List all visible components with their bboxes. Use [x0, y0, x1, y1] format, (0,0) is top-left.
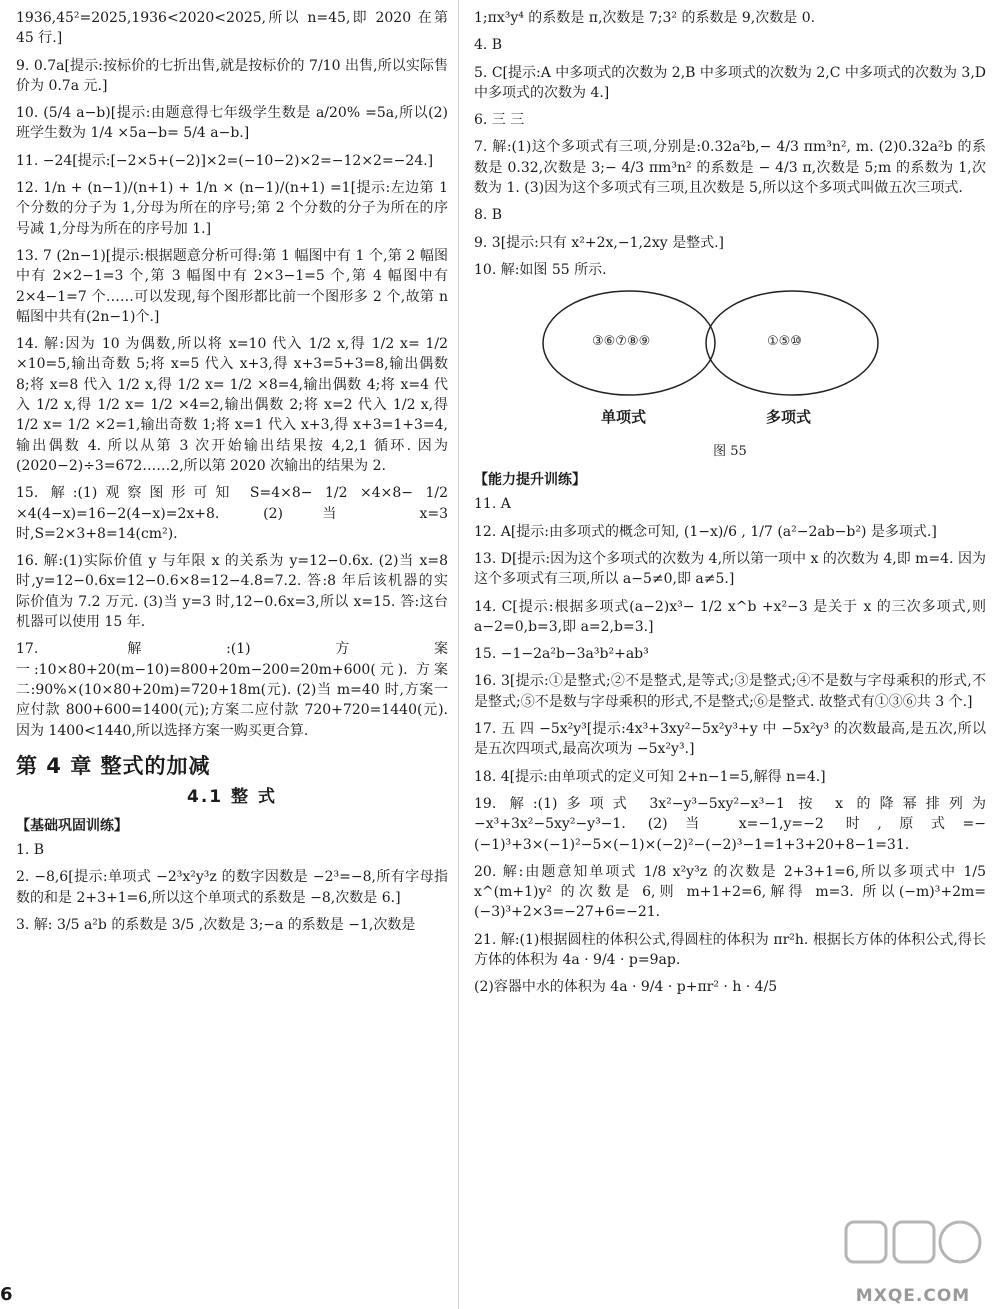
answer-item: 15. 解:(1)观察图形可知 S=4×8− 1/2 ×4×8− 1/2 ×4(4−x)=16−2(4−x)=2x+8. (2)当 x=3 时,S=2×3+8=14(cm²). — [16, 485, 448, 542]
answer-item: 13. 7 (2n−1)[提示:根据题意分析可得:第 1 幅图中有 1 个,第 2 幅图中有 2×2−1=3 个,第 3 幅图中有 2×3−1=5 个,第 4 幅图中有 2×4−1=7 个……可以发现,每个图形都比前一个图形多 2 个,故第 n 幅图中共有(2n−1)个.] — [16, 247, 448, 325]
answer-item: 12. 1/n + (n−1)/(n+1) + 1/n × (n−1)/(n+1) =1[提示:左边第 1 个分数的分子为 1,分母为所在的序号;第 2 个分数的分子为所在的序号减 1,分母为所在的序号加 1.] — [16, 180, 448, 237]
figure-caption: 图 55 — [713, 444, 747, 460]
monomial-label: 单项式 — [601, 408, 647, 427]
polynomial-members: ①⑤⑩ — [767, 334, 802, 350]
answer-item: 8. B — [474, 207, 503, 224]
answer-item: 12. A[提示:由多项式的概念可知, (1−x)/6 , 1/7 (a²−2ab−b²) 是多项式.] — [474, 523, 937, 540]
answer-item: 4. B — [474, 37, 503, 54]
answer-item: 19. 解:(1)多项式 3x²−y³−5xy²−x³−1 按 x 的降幂排列为 −x³+3x²−5xy²−y³−1. (2)当 x=−1,y=−2 时,原式=−(−1)³+3×(−1)²−5×(−1)×(−2)²−(−2)³−1=1+3+20+8−1=31. — [474, 795, 986, 853]
answer-item: 21. 解:(1)根据圆柱的体积公式,得圆柱的体积为 πr²h. 根据长方体的体积公式,得长方体的体积为 4a · 9/4 · p=9ap. — [474, 931, 986, 969]
watermark-logo — [838, 1214, 988, 1306]
section-heading-basic: 【基础巩固训练】 — [16, 817, 128, 834]
answer-item: 1936,45²=2025,1936<2020<2025,所以 n=45,即 2020 在第 45 行.] — [16, 10, 448, 47]
left-column — [16, 8, 448, 942]
venn-figure — [474, 287, 986, 437]
answer-item: 9. 0.7a[提示:按标价的七折出售,就是按标价的 7/10 出售,所以实际售价为 0.7a 元.] — [16, 57, 448, 94]
answer-item: 20. 解:由题意知单项式 1/8 x²y³z 的次数是 2+3+1=6,所以多项式中 1/5 x^(m+1)y² 的次数是 6,则 m+1+2=6,解得 m=3. 所以(−m)³+2m=(−3)³+2×3=−27+6=−21. — [474, 863, 986, 921]
chapter-title: 第 4 章 整式的加减 — [16, 753, 211, 778]
watermark-text: MXQE.COM — [855, 1286, 971, 1306]
answer-item: 5. C[提示:A 中多项式的次数为 2,B 中多项式的次数为 2,C 中多项式的次数为 3,D 中多项式的次数为 4.] — [474, 64, 986, 101]
figure-ellipses — [474, 287, 986, 437]
answer-item: 16. 3[提示:①是整式;②不是整式,是等式;③是整式;④不是数与字母乘积的形式,不是整式;⑤不是数与字母乘积的形式,不是整式;⑥是整式. 故整式有①③⑥共 3 个.] — [474, 673, 986, 710]
right-column — [474, 8, 986, 1005]
answer-item: 6. 三 三 — [474, 112, 525, 129]
section-heading-ability: 【能力提升训练】 — [474, 472, 586, 489]
answer-item: 15. −1−2a²b−3a³b²+ab³ — [474, 646, 649, 663]
answer-item: (2)容器中水的体积为 4a · 9/4 · p+πr² · h · 4/5 — [474, 979, 778, 996]
answer-item: 1. B — [16, 842, 45, 859]
answer-item: 9. 3[提示:只有 x²+2x,−1,2xy 是整式.] — [474, 234, 724, 251]
monomial-members: ③⑥⑦⑧⑨ — [592, 334, 651, 350]
answer-item: 10. (5/4 a−b)[提示:由题意得七年级学生数是 a/20% =5a,所以(2)班学生数为 1/4 ×5a−b= 5/4 a−b.] — [16, 105, 448, 142]
page-number: 6 — [0, 1284, 13, 1305]
answer-item: 3. 解: 3/5 a²b 的系数是 3/5 ,次数是 3;−a 的系数是 −1,次数是 — [16, 917, 416, 934]
watermark-badge-icon — [838, 1214, 988, 1284]
answer-item: 2. −8,6[提示:单项式 −2³x²y³z 的数字因数是 −2³=−8,所有字母指数的和是 2+3+1=6,所以这个单项式的系数是 −8,次数是 6.] — [16, 869, 448, 906]
column-divider — [458, 0, 459, 1309]
answer-item: 13. D[提示:因为这个多项式的次数为 4,所以第一项中 x 的次数为 4,即 m=4. 因为这个多项式有三项,所以 a−5≠0,即 a≠5.] — [474, 551, 986, 588]
answer-item: 17. 解:(1)方案一:10×80+20(m−10)=800+20m−200=20m+600(元). 方案二:90%×(10×80+20m)=720+18m(元). (2)当 m=40 时,方案一应付款 800+600=1400(元);方案二应付款 720+720=1440(元). 因为 1400<1440,所以选择方案一购买更合算. — [16, 641, 448, 739]
answer-item: 18. 4[提示:由单项式的定义可知 2+n−1=5,解得 n=4.] — [474, 768, 826, 785]
answer-item: 1;πx³y⁴ 的系数是 π,次数是 7;3² 的系数是 9,次数是 0. — [474, 10, 816, 26]
answer-item: 14. 解:因为 10 为偶数,所以将 x=10 代入 1/2 x,得 1/2 x= 1/2 ×10=5,输出奇数 5;将 x=5 代入 x+3,得 x+3=5+3=8,输出偶数 8;将 x=8 代入 1/2 x,得 1/2 x= 1/2 ×8=4,输出偶数 4;将 x=4 代入 1/2 x,得 1/2 x= 1/2 ×4=2,输出偶数 2;将 x=2 代入 1/2 x,得 1/2 x= 1/2 ×2=1,输出奇数 1;将 x=1 代入 x+3,得 x+3=1+3=4,输出偶数 4. 所以从第 3 次开始输出结果按 4,2,1 循环. 因为(2020−2)÷3=672……2,所以第 2020 次输出的结果为 2. — [16, 336, 448, 474]
answer-item: 17. 五 四 −5x²y³[提示:4x³+3xy²−5x²y³+y 中 −5x²y³ 的次数最高,是五次,所以是五次四项式,最高次项为 −5x²y³.] — [474, 721, 986, 758]
answer-item: 11. A — [474, 496, 511, 513]
answer-item: 10. 解:如图 55 所示. — [474, 261, 607, 278]
polynomial-label: 多项式 — [766, 408, 812, 427]
answer-item: 11. −24[提示:[−2×5+(−2)]×2=(−10−2)×2=−12×2=−24.] — [16, 152, 434, 169]
answer-item: 14. C[提示:根据多项式(a−2)x³− 1/2 x^b +x²−3 是关于 x 的三次多项式,则 a−2=0,b=3,即 a=2,b=3.] — [474, 598, 986, 635]
answer-item: 7. 解:(1)这个多项式有三项,分别是:0.32a²b,− 4/3 πm³n², m. (2)0.32a²b 的系数是 0.32,次数是 3;− 4/3 πm³n² 的系数是 − 4/3 π,次数是 5;m 的系数为 1,次数为 1. (3)因为这个多项式有三项,且次数是 5,所以这个多项式叫做五次三项式. — [474, 139, 986, 197]
subsection-title: 4.1 整 式 — [187, 787, 277, 808]
answer-item: 16. 解:(1)实际价值 y 与年限 x 的关系为 y=12−0.6x. (2)当 x=8 时,y=12−0.6x=12−0.6×8=12−4.8=7.2. 答:8 年后该机器的实际价值为 7.2 万元. (3)当 y=3 时,12−0.6x=3,所以 x=15. 答:这台机器可以使用 15 年. — [16, 553, 448, 631]
